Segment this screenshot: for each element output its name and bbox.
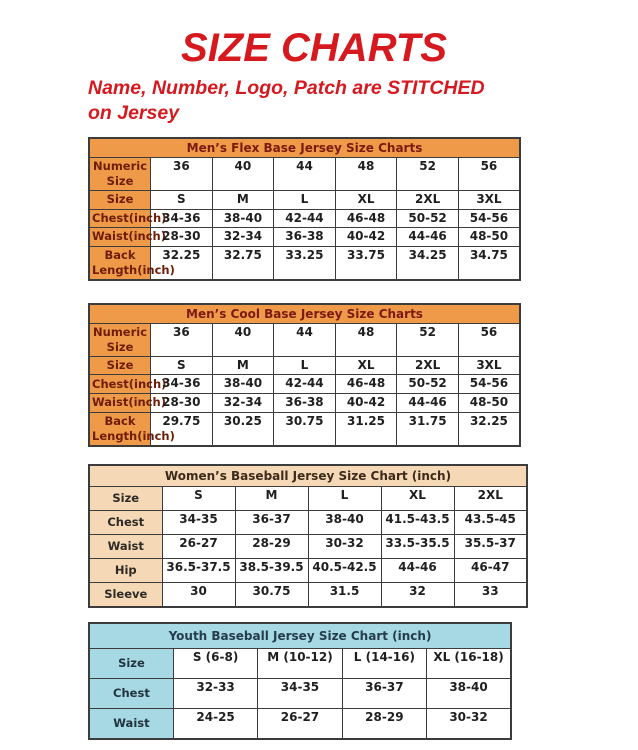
cell-value: 34-35 [162,510,235,534]
cell-value: XL [381,486,454,510]
cell-value: 40.5-42.5 [308,558,381,582]
cell-value: 31.5 [308,582,381,606]
row-label: Back Length(inch) [89,412,151,445]
row-label: Numeric Size [89,158,151,191]
cell-value: S (6-8) [173,649,257,679]
table-title-row [89,138,520,158]
size-table-mens-flex [88,137,521,281]
cell-value: 36-38 [274,228,336,247]
table-row [89,412,520,445]
table-row [89,228,520,247]
row-label: Chest [89,678,173,708]
cell-value: 36-38 [274,394,336,413]
table-title-youth: Youth Baseball Jersey Size Chart (inch) [89,623,511,649]
cell-value: 38.5-39.5 [235,558,308,582]
cell-value: 32.25 [458,412,520,445]
cell-value: S [151,356,213,375]
cell-value: 40 [212,158,274,191]
cell-value: 48-50 [458,228,520,247]
cell-value: 44 [274,158,336,191]
cell-value: 2XL [397,356,459,375]
table-title-row [89,465,527,487]
cell-value: 38-40 [308,510,381,534]
table-row [89,486,527,510]
cell-value: 36-37 [342,678,426,708]
table-row [89,158,520,191]
size-table-womens [88,464,528,608]
table-row [89,510,527,534]
cell-value: M (10-12) [258,649,342,679]
cell-value: M [235,486,308,510]
row-label: Waist(inch) [89,228,151,247]
cell-value: 30-32 [308,534,381,558]
cell-value: S [151,190,213,209]
row-label: Size [89,486,162,510]
size-table-mens-cool [88,303,521,447]
table-row [89,649,511,679]
table-row [89,558,527,582]
page-subtitle [88,76,558,127]
cell-value: 38-40 [212,375,274,394]
cell-value: 31.75 [397,412,459,445]
cell-value: 28-29 [342,708,426,738]
cell-value: 46-48 [335,209,397,228]
table-row [89,375,520,394]
row-label: Size [89,190,151,209]
cell-value: 52 [397,158,459,191]
cell-value: 42-44 [274,375,336,394]
table-row [89,678,511,708]
table-title-row [89,623,511,649]
page-title: SIZE CHARTS [181,26,447,70]
table-title-womens: Women’s Baseball Jersey Size Chart (inch) [89,465,527,487]
cell-value: 32.75 [212,246,274,279]
row-label: Waist(inch) [89,394,151,413]
table-row [89,209,520,228]
cell-value: 32-34 [212,228,274,247]
cell-value: 44-46 [397,228,459,247]
cell-value: 44-46 [397,394,459,413]
table-row [89,324,520,357]
cell-value: 40-42 [335,394,397,413]
cell-value: 2XL [397,190,459,209]
cell-value: 50-52 [397,209,459,228]
cell-value: 40 [212,324,274,357]
cell-value: 44-46 [381,558,454,582]
cell-value: 30.75 [235,582,308,606]
table-row [89,534,527,558]
row-label: Size [89,649,173,679]
cell-value: L [274,190,336,209]
cell-value: 35.5-37 [454,534,527,558]
cell-value: 36.5-37.5 [162,558,235,582]
cell-value: 41.5-43.5 [381,510,454,534]
cell-value: 34-36 [151,209,213,228]
cell-value: XL [335,190,397,209]
page-subtitle-line1: Name, Number, Logo, Patch are STITCHED [88,77,485,99]
cell-value: M [212,190,274,209]
table-title-mens-flex: Men’s Flex Base Jersey Size Charts [89,138,520,158]
table-title-mens-cool: Men’s Cool Base Jersey Size Charts [89,304,520,324]
cell-value: 54-56 [458,375,520,394]
row-label: Waist [89,708,173,738]
cell-value: 28-29 [235,534,308,558]
row-label: Sleeve [89,582,162,606]
cell-value: 33.5-35.5 [381,534,454,558]
table-row [89,394,520,413]
cell-value: 56 [458,158,520,191]
cell-value: S [162,486,235,510]
table-row [89,190,520,209]
row-label: Chest(inch) [89,209,151,228]
cell-value: 38-40 [212,209,274,228]
cell-value: 24-25 [173,708,257,738]
cell-value: XL (16-18) [427,649,511,679]
row-label: Waist [89,534,162,558]
cell-value: 34-36 [151,375,213,394]
cell-value: 36-37 [235,510,308,534]
cell-value: L [308,486,381,510]
cell-value: 48 [335,324,397,357]
table-title-row [89,304,520,324]
cell-value: 26-27 [162,534,235,558]
row-label: Chest [89,510,162,534]
cell-value: 29.75 [151,412,213,445]
cell-value: 48-50 [458,394,520,413]
cell-value: 32-34 [212,394,274,413]
cell-value: 36 [151,158,213,191]
cell-value: 33.75 [335,246,397,279]
page-subtitle-line2: on Jersey [88,102,180,125]
table-row [89,708,511,738]
cell-value: 38-40 [427,678,511,708]
row-label: Chest(inch) [89,375,151,394]
cell-value: L (14-16) [342,649,426,679]
cell-value: 2XL [454,486,527,510]
cell-value: 30-32 [427,708,511,738]
cell-value: 46-48 [335,375,397,394]
cell-value: 32.25 [151,246,213,279]
cell-value: 33.25 [274,246,336,279]
cell-value: 48 [335,158,397,191]
row-label: Numeric Size [89,324,151,357]
cell-value: 54-56 [458,209,520,228]
cell-value: 40-42 [335,228,397,247]
cell-value: 28-30 [151,394,213,413]
cell-value: 56 [458,324,520,357]
cell-value: 32-33 [173,678,257,708]
cell-value: 28-30 [151,228,213,247]
size-table-youth [88,622,512,740]
cell-value: 32 [381,582,454,606]
size-tables-container [88,137,638,740]
row-label: Size [89,356,151,375]
cell-value: 3XL [458,356,520,375]
cell-value: 46-47 [454,558,527,582]
cell-value: 31.25 [335,412,397,445]
cell-value: 30 [162,582,235,606]
cell-value: 50-52 [397,375,459,394]
cell-value: 34-35 [258,678,342,708]
table-row [89,246,520,279]
cell-value: 33 [454,582,527,606]
table-row [89,582,527,606]
cell-value: XL [335,356,397,375]
cell-value: L [274,356,336,375]
cell-value: 30.25 [212,412,274,445]
cell-value: 36 [151,324,213,357]
cell-value: 42-44 [274,209,336,228]
row-label: Hip [89,558,162,582]
cell-value: M [212,356,274,375]
cell-value: 30.75 [274,412,336,445]
table-row [89,356,520,375]
cell-value: 43.5-45 [454,510,527,534]
cell-value: 26-27 [258,708,342,738]
cell-value: 52 [397,324,459,357]
row-label: Back Length(inch) [89,246,151,279]
cell-value: 34.25 [397,246,459,279]
cell-value: 44 [274,324,336,357]
cell-value: 34.75 [458,246,520,279]
cell-value: 3XL [458,190,520,209]
